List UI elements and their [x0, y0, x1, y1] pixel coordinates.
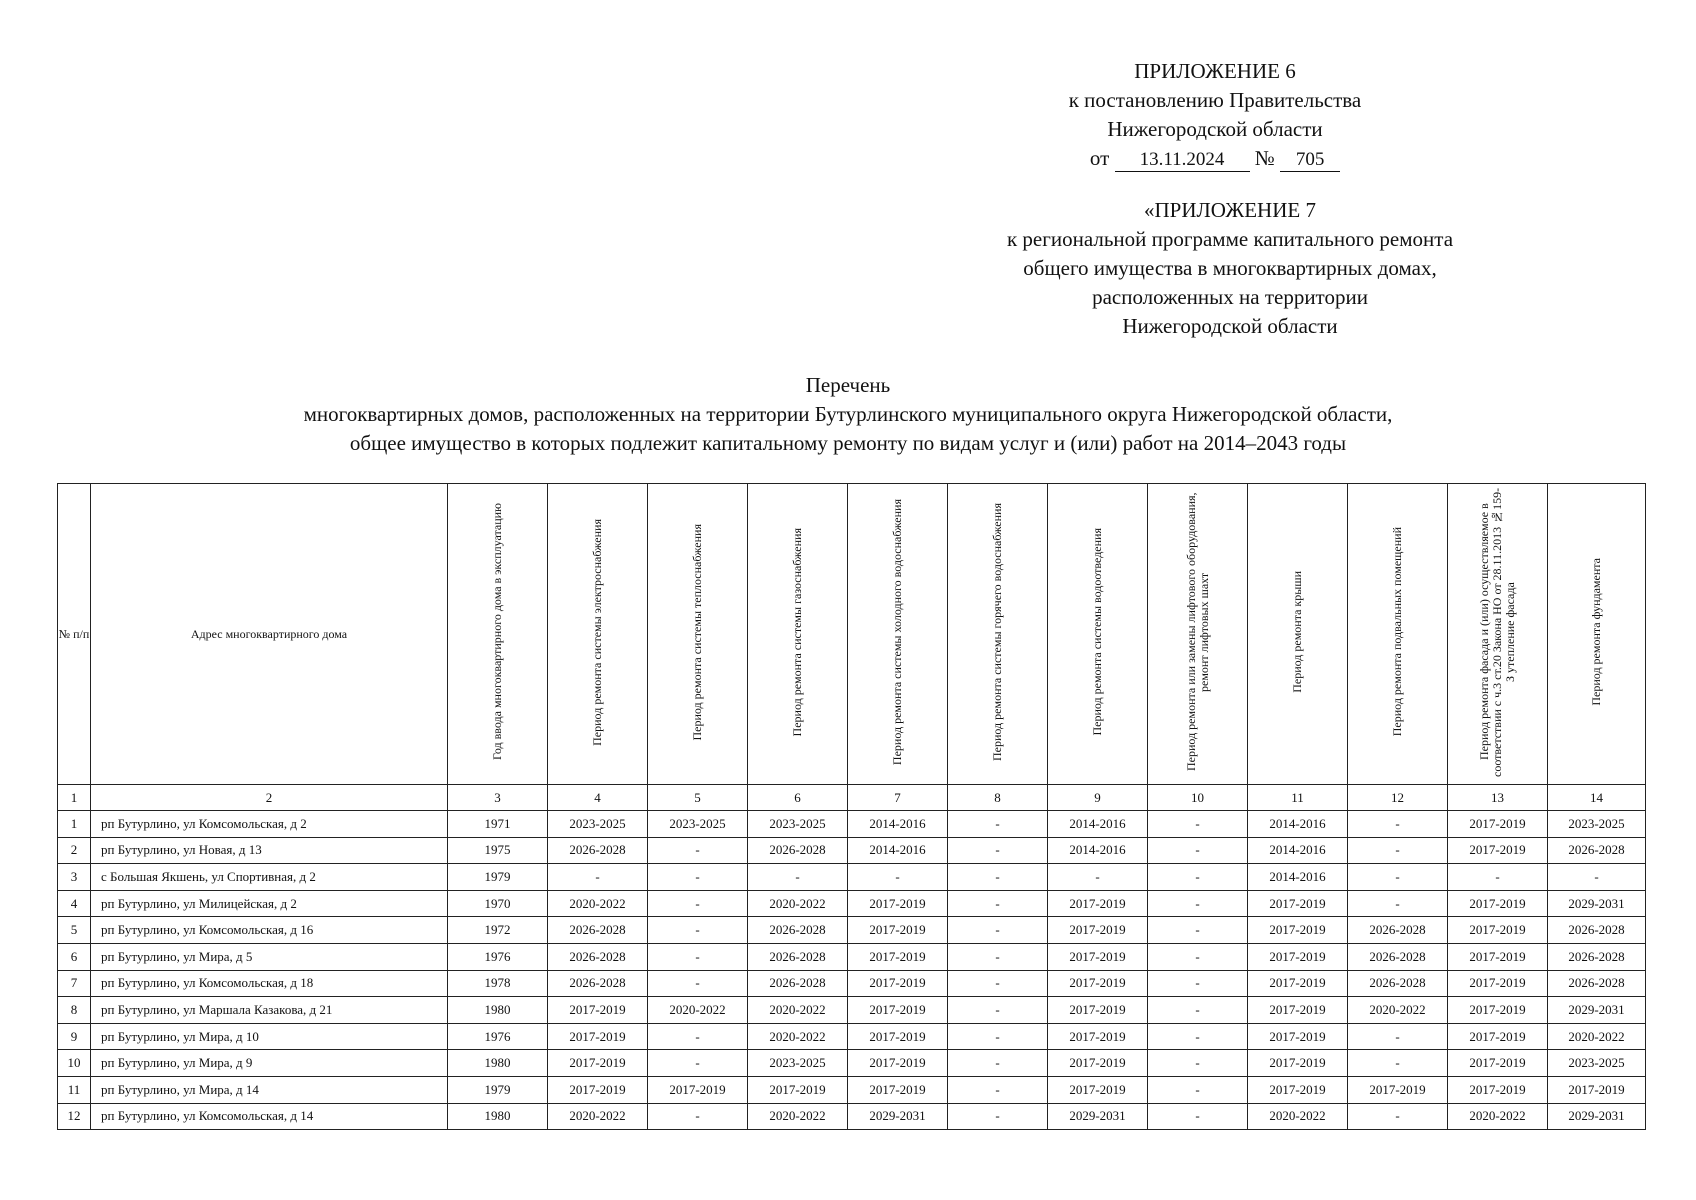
column-number: 3: [448, 785, 548, 811]
table-cell: 2017-2019: [1248, 943, 1348, 970]
table-cell: 2020-2022: [548, 890, 648, 917]
column-header-text: Период ремонта или замены лифтового оборудования, ремонт лифтовых шахт: [1183, 492, 1211, 772]
table-row: [58, 1103, 1646, 1130]
table-cell: 2017-2019: [1048, 890, 1148, 917]
table-cell: -: [948, 1050, 1048, 1077]
table-cell: 2023-2025: [1548, 1050, 1646, 1077]
column-number: 10: [1148, 785, 1248, 811]
table-cell: 2017-2019: [1048, 1023, 1148, 1050]
table-cell: 2017-2019: [1448, 997, 1548, 1024]
appendix-7-line5: Нижегородской области: [1122, 314, 1338, 338]
appendix-6-date-line: [980, 144, 1450, 173]
table-cell: 2014-2016: [1048, 811, 1148, 838]
table-cell: -: [1548, 864, 1646, 891]
table-cell: 2017-2019: [1448, 917, 1548, 944]
table-cell: 2017-2019: [1448, 837, 1548, 864]
table-cell: -: [1348, 1023, 1448, 1050]
table-cell: 2014-2016: [848, 837, 948, 864]
appendix-6-line3: Нижегородской области: [1107, 117, 1323, 141]
table-row: [58, 970, 1646, 997]
table-cell: 2023-2025: [748, 1050, 848, 1077]
table-row: [58, 837, 1646, 864]
table-cell: 2017-2019: [848, 997, 948, 1024]
table-cell: 2017-2019: [1448, 1076, 1548, 1103]
table-cell: 1971: [448, 811, 548, 838]
table-row: [58, 1023, 1646, 1050]
table-cell: 1976: [448, 1023, 548, 1050]
appendix-7-line3: общего имущества в многоквартирных домах,: [1023, 256, 1437, 280]
column-number: 14: [1548, 785, 1646, 811]
table-cell: -: [1148, 1023, 1248, 1050]
column-number: 9: [1048, 785, 1148, 811]
column-header: [58, 484, 91, 785]
address-cell: рп Бутурлино, ул Мира, д 9: [91, 1050, 448, 1077]
table-cell: 1979: [448, 1076, 548, 1103]
column-header-text: Период ремонта фасада и (или) осуществляемое в соответствии с ч.3 ст.20 Закона НО от 28.11.2013 №159-З утепление фасада: [1477, 487, 1517, 777]
table-cell: 2017-2019: [1448, 1050, 1548, 1077]
column-header-text: Период ремонта системы теплоснабжения: [690, 523, 704, 741]
table-cell: 2017-2019: [648, 1076, 748, 1103]
table-row: [58, 1050, 1646, 1077]
table-cell: -: [648, 890, 748, 917]
table-cell: 1: [58, 811, 91, 838]
table-cell: 2017-2019: [1048, 1076, 1148, 1103]
table-cell: 2026-2028: [748, 837, 848, 864]
table-cell: -: [748, 864, 848, 891]
appendix-7-title: «ПРИЛОЖЕНИЕ 7: [1144, 198, 1316, 222]
table-cell: 2020-2022: [1248, 1103, 1348, 1130]
column-number: 5: [648, 785, 748, 811]
table-cell: -: [648, 837, 748, 864]
address-cell: рп Бутурлино, ул Мира, д 5: [91, 943, 448, 970]
address-cell: рп Бутурлино, ул Комсомольская, д 14: [91, 1103, 448, 1130]
address-cell: рп Бутурлино, ул Милицейская, д 2: [91, 890, 448, 917]
table-cell: -: [1148, 997, 1248, 1024]
column-header: [748, 484, 848, 785]
column-header: [91, 484, 448, 785]
table-cell: 1970: [448, 890, 548, 917]
table-cell: -: [1148, 1103, 1248, 1130]
column-number: 7: [848, 785, 948, 811]
table-cell: 2029-2031: [1548, 890, 1646, 917]
table-cell: -: [648, 864, 748, 891]
column-header: [448, 484, 548, 785]
table-cell: -: [1348, 1050, 1448, 1077]
table-row: [58, 890, 1646, 917]
table-cell: 3: [58, 864, 91, 891]
column-number: 1: [58, 785, 91, 811]
table-cell: 2017-2019: [1448, 943, 1548, 970]
table-cell: 2017-2019: [1248, 1023, 1348, 1050]
table-cell: 9: [58, 1023, 91, 1050]
table-cell: -: [1048, 864, 1148, 891]
table-cell: 1978: [448, 970, 548, 997]
table-cell: 2020-2022: [1548, 1023, 1646, 1050]
table-cell: -: [948, 837, 1048, 864]
appendix-7-line4: расположенных на территории: [1092, 285, 1368, 309]
column-header-text: Адрес многоквартирного дома: [190, 627, 348, 641]
table-cell: 2017-2019: [1348, 1076, 1448, 1103]
table-cell: 6: [58, 943, 91, 970]
table-cell: 2026-2028: [1348, 970, 1448, 997]
table-cell: -: [648, 917, 748, 944]
table-cell: 2017-2019: [548, 997, 648, 1024]
table-cell: 12: [58, 1103, 91, 1130]
column-number: 8: [948, 785, 1048, 811]
table-cell: 2017-2019: [1048, 970, 1148, 997]
table-row: [58, 943, 1646, 970]
table-cell: -: [1148, 1050, 1248, 1077]
column-number: 2: [91, 785, 448, 811]
title-line3: общее имущество в которых подлежит капитальному ремонту по видам услуг и (или) работ на 2014–2043 годы: [349, 431, 1347, 455]
table-cell: 2014-2016: [1248, 864, 1348, 891]
table-cell: 2023-2025: [648, 811, 748, 838]
table-cell: -: [1148, 970, 1248, 997]
table-cell: -: [948, 864, 1048, 891]
table-cell: -: [1148, 890, 1248, 917]
table-cell: 2023-2025: [548, 811, 648, 838]
address-cell: рп Бутурлино, ул Маршала Казакова, д 21: [91, 997, 448, 1024]
table-cell: -: [1348, 864, 1448, 891]
table-cell: 2017-2019: [1448, 811, 1548, 838]
table-cell: 2017-2019: [1048, 997, 1148, 1024]
table-cell: -: [1348, 837, 1448, 864]
table-cell: 2017-2019: [1048, 917, 1148, 944]
address-cell: рп Бутурлино, ул Мира, д 14: [91, 1076, 448, 1103]
column-header-text: Год ввода многоквартирного дома в эксплуатацию: [490, 503, 504, 761]
table-cell: 2026-2028: [1348, 917, 1448, 944]
column-header: [848, 484, 948, 785]
title-line1: Перечень: [805, 373, 891, 397]
table-cell: 2026-2028: [748, 943, 848, 970]
table-cell: 2029-2031: [1048, 1103, 1148, 1130]
table-cell: 2029-2031: [1548, 997, 1646, 1024]
table-cell: 2017-2019: [1248, 1050, 1348, 1077]
table-cell: -: [648, 970, 748, 997]
table-cell: 2020-2022: [748, 997, 848, 1024]
table-cell: -: [648, 1023, 748, 1050]
table-cell: -: [1148, 864, 1248, 891]
column-number: 4: [548, 785, 648, 811]
table-cell: -: [948, 917, 1048, 944]
table-cell: -: [1348, 811, 1448, 838]
table-cell: 2026-2028: [748, 917, 848, 944]
table-cell: 1976: [448, 943, 548, 970]
number-prefix: №: [1254, 146, 1275, 170]
column-header: [648, 484, 748, 785]
table-cell: 1979: [448, 864, 548, 891]
table-cell: 2017-2019: [848, 1076, 948, 1103]
table-cell: 2017-2019: [1448, 1023, 1548, 1050]
column-header: [1248, 484, 1348, 785]
table-cell: 2014-2016: [1248, 837, 1348, 864]
column-header: [1148, 484, 1248, 785]
table-cell: 2017-2019: [848, 890, 948, 917]
address-cell: с Большая Якшень, ул Спортивная, д 2: [91, 864, 448, 891]
table-cell: 2014-2016: [848, 811, 948, 838]
table-cell: 2023-2025: [748, 811, 848, 838]
table-cell: 2023-2025: [1548, 811, 1646, 838]
table-cell: 2017-2019: [1248, 997, 1348, 1024]
table-row: [58, 917, 1646, 944]
column-header: [1448, 484, 1548, 785]
table-body: [58, 811, 1646, 1130]
table-cell: -: [948, 811, 1048, 838]
appendix-7-line2: к региональной программе капитального ремонта: [1006, 227, 1454, 251]
column-header-text: Период ремонта крыши: [1290, 571, 1304, 693]
table-cell: 2029-2031: [1548, 1103, 1646, 1130]
table-cell: -: [948, 890, 1048, 917]
table-cell: -: [548, 864, 648, 891]
table-cell: 5: [58, 917, 91, 944]
table-cell: -: [1448, 864, 1548, 891]
table-cell: 2020-2022: [748, 890, 848, 917]
column-header-text: Период ремонта фундамента: [1589, 558, 1603, 706]
column-header: [948, 484, 1048, 785]
table-cell: 7: [58, 970, 91, 997]
column-number: 13: [1448, 785, 1548, 811]
table-cell: 10: [58, 1050, 91, 1077]
table-cell: -: [948, 1023, 1048, 1050]
table-cell: 2017-2019: [1248, 890, 1348, 917]
table-row: [58, 864, 1646, 891]
table-cell: -: [1348, 1103, 1448, 1130]
table-header-row: [58, 484, 1646, 785]
table-cell: 2017-2019: [1248, 917, 1348, 944]
column-header-text: Период ремонта системы газоснабжения: [790, 527, 804, 737]
table-cell: 2026-2028: [1548, 837, 1646, 864]
table-cell: 4: [58, 890, 91, 917]
table-cell: 2017-2019: [848, 1023, 948, 1050]
decree-date: 13.11.2024: [1115, 149, 1250, 172]
table-cell: 1975: [448, 837, 548, 864]
column-header: [548, 484, 648, 785]
column-header-text: Период ремонта системы горячего водоснабжения: [990, 502, 1004, 761]
address-cell: рп Бутурлино, ул Комсомольская, д 2: [91, 811, 448, 838]
table-cell: 2026-2028: [548, 837, 648, 864]
date-prefix: от: [1089, 146, 1110, 170]
table-cell: 2020-2022: [648, 997, 748, 1024]
table-cell: 8: [58, 997, 91, 1024]
table-cell: 2017-2019: [548, 1023, 648, 1050]
table-cell: -: [648, 1103, 748, 1130]
table-cell: 2017-2019: [548, 1050, 648, 1077]
table-cell: 2026-2028: [1548, 917, 1646, 944]
table-cell: -: [1148, 837, 1248, 864]
address-cell: рп Бутурлино, ул Комсомольская, д 18: [91, 970, 448, 997]
column-header-text: Период ремонта системы холодного водоснабжения: [890, 498, 904, 766]
address-cell: рп Бутурлино, ул Комсомольская, д 16: [91, 917, 448, 944]
column-header: [1548, 484, 1646, 785]
table-cell: 2026-2028: [548, 943, 648, 970]
table-cell: 2020-2022: [1348, 997, 1448, 1024]
table-cell: 1972: [448, 917, 548, 944]
table-cell: 11: [58, 1076, 91, 1103]
table-cell: 2026-2028: [1548, 943, 1646, 970]
column-number: 6: [748, 785, 848, 811]
appendix-6-header: [980, 57, 1450, 173]
table-cell: -: [948, 970, 1048, 997]
document-title: [0, 371, 1696, 458]
table-cell: 2017-2019: [848, 943, 948, 970]
table-cell: 2026-2028: [748, 970, 848, 997]
table-cell: 1980: [448, 997, 548, 1024]
table-cell: -: [648, 943, 748, 970]
appendix-6-line2: к постановлению Правительства: [1068, 88, 1362, 112]
table-cell: 2017-2019: [1548, 1076, 1646, 1103]
table-cell: 2017-2019: [1048, 943, 1148, 970]
appendix-6-title: ПРИЛОЖЕНИЕ 6: [1134, 59, 1296, 83]
table-cell: 2020-2022: [548, 1103, 648, 1130]
column-header-text: Период ремонта подвальных помещений: [1390, 527, 1404, 737]
table-cell: 2026-2028: [548, 970, 648, 997]
table-cell: -: [1348, 890, 1448, 917]
title-line2: многоквартирных домов, расположенных на территории Бутурлинского муниципального округа Нижегородской области,: [303, 402, 1393, 426]
table-cell: 2017-2019: [1448, 970, 1548, 997]
table-cell: 2017-2019: [748, 1076, 848, 1103]
table-cell: 2014-2016: [1048, 837, 1148, 864]
table-cell: 2029-2031: [848, 1103, 948, 1130]
appendix-7-header: [900, 196, 1560, 341]
column-number-row: [58, 785, 1646, 811]
column-number: 11: [1248, 785, 1348, 811]
table-cell: 2017-2019: [1448, 890, 1548, 917]
table-cell: 2020-2022: [748, 1023, 848, 1050]
column-header: [1348, 484, 1448, 785]
table-cell: 1980: [448, 1050, 548, 1077]
table-cell: 1980: [448, 1103, 548, 1130]
column-header-text: Период ремонта системы электроснабжения: [590, 518, 604, 746]
repair-schedule-table: [57, 483, 1646, 1130]
table-cell: 2014-2016: [1248, 811, 1348, 838]
table-cell: -: [1148, 943, 1248, 970]
address-cell: рп Бутурлино, ул Мира, д 10: [91, 1023, 448, 1050]
column-number: 12: [1348, 785, 1448, 811]
table-cell: 2017-2019: [1048, 1050, 1148, 1077]
column-header-text: Период ремонта системы водоотведения: [1090, 528, 1104, 736]
table-cell: -: [648, 1050, 748, 1077]
table-cell: 2017-2019: [1248, 1076, 1348, 1103]
table-cell: 2017-2019: [548, 1076, 648, 1103]
table-row: [58, 997, 1646, 1024]
table-cell: -: [948, 1076, 1048, 1103]
table-cell: -: [948, 1103, 1048, 1130]
table-cell: 2026-2028: [1548, 970, 1646, 997]
address-cell: рп Бутурлино, ул Новая, д 13: [91, 837, 448, 864]
table-cell: -: [1148, 917, 1248, 944]
column-header: [1048, 484, 1148, 785]
table-cell: 2: [58, 837, 91, 864]
table-cell: -: [1148, 811, 1248, 838]
table-cell: -: [948, 997, 1048, 1024]
table-cell: 2020-2022: [748, 1103, 848, 1130]
table-cell: 2020-2022: [1448, 1103, 1548, 1130]
table-cell: -: [848, 864, 948, 891]
table-cell: 2026-2028: [548, 917, 648, 944]
table-cell: 2017-2019: [848, 1050, 948, 1077]
table-cell: -: [948, 943, 1048, 970]
table-cell: 2017-2019: [848, 917, 948, 944]
table-cell: -: [1148, 1076, 1248, 1103]
decree-number: 705: [1280, 149, 1340, 172]
table-cell: 2026-2028: [1348, 943, 1448, 970]
column-header-text: № п/п: [58, 627, 90, 641]
table-row: [58, 1076, 1646, 1103]
table-cell: 2017-2019: [1248, 970, 1348, 997]
table-cell: 2017-2019: [848, 970, 948, 997]
table-row: [58, 811, 1646, 838]
